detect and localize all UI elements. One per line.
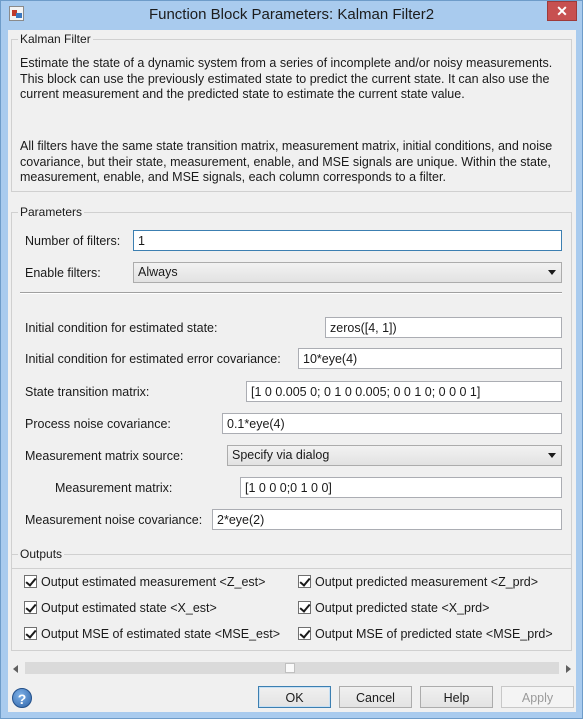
meas-noise-field[interactable]	[212, 509, 562, 530]
initial-error-cov-field[interactable]	[298, 348, 562, 369]
enable-filters-value: Always	[138, 265, 178, 279]
help-icon[interactable]: ?	[12, 688, 32, 708]
meas-matrix-source-dropdown[interactable]	[227, 445, 562, 466]
window-title: Function Block Parameters: Kalman Filter2	[148, 6, 435, 23]
number-of-filters-field[interactable]	[133, 230, 562, 251]
output-z-est-label[interactable]: Output estimated measurement <Z_est>	[41, 575, 266, 589]
title-bar[interactable]	[1, 1, 582, 29]
help-button[interactable]: Help	[420, 686, 493, 708]
apply-button[interactable]: Apply	[501, 686, 574, 708]
meas-noise-label: Measurement noise covariance:	[25, 513, 203, 527]
meas-matrix-label: Measurement matrix:	[55, 481, 173, 495]
description-paragraph-1: Estimate the state of a dynamic system from a series of incomplete and/or noisy measurements. This block can use the previously estimated state to predict the current state. It can also use the current measurement and the predicted state to estimate the current state value.	[20, 56, 553, 101]
output-z-prd-label[interactable]: Output predicted measurement <Z_prd>	[315, 575, 539, 589]
process-noise-field[interactable]	[222, 413, 562, 434]
meas-matrix-source-label: Measurement matrix source:	[25, 449, 184, 463]
scroll-right-icon[interactable]	[566, 665, 571, 673]
scrollbar-track[interactable]	[25, 662, 559, 674]
initial-state-label: Initial condition for estimated state:	[25, 321, 218, 335]
parameters-group-title: Parameters	[20, 205, 83, 219]
number-of-filters-label: Number of filters:	[25, 234, 121, 248]
chevron-down-icon	[548, 453, 556, 458]
state-transition-label: State transition matrix:	[25, 385, 150, 399]
scroll-left-icon[interactable]	[13, 665, 18, 673]
initial-error-cov-label: Initial condition for estimated error covariance:	[25, 352, 281, 366]
output-mse-prd-checkbox[interactable]	[298, 627, 311, 640]
close-button[interactable]: ✕	[547, 1, 577, 21]
initial-state-field[interactable]	[325, 317, 562, 338]
meas-matrix-source-value: Specify via dialog	[232, 448, 330, 462]
outputs-group-title: Outputs	[20, 547, 63, 561]
ok-button[interactable]: OK	[258, 686, 331, 708]
meas-matrix-field[interactable]	[240, 477, 562, 498]
state-transition-field[interactable]	[246, 381, 562, 402]
output-x-est-checkbox[interactable]	[24, 601, 37, 614]
dialog-client	[8, 30, 576, 712]
process-noise-label: Process noise covariance:	[25, 417, 171, 431]
output-z-prd-checkbox[interactable]	[298, 575, 311, 588]
output-z-est-checkbox[interactable]	[24, 575, 37, 588]
horizontal-scrollbar[interactable]	[8, 660, 576, 677]
description-paragraph-2: All filters have the same state transition matrix, measurement matrix, initial conditions, and noise covariance, but their state, measurement, enable, and MSE signals are unique. Within the state, measurement, enable, and MSE signals, each column corresponds to a filter.	[20, 139, 553, 184]
chevron-down-icon	[548, 270, 556, 275]
enable-filters-label: Enable filters:	[25, 266, 101, 280]
output-x-prd-checkbox[interactable]	[298, 601, 311, 614]
scrollbar-thumb[interactable]	[285, 663, 295, 673]
cancel-button[interactable]: Cancel	[339, 686, 412, 708]
output-mse-est-label[interactable]: Output MSE of estimated state <MSE_est>	[41, 627, 281, 641]
output-mse-est-checkbox[interactable]	[24, 627, 37, 640]
output-x-est-label[interactable]: Output estimated state <X_est>	[41, 601, 217, 615]
output-x-prd-label[interactable]: Output predicted state <X_prd>	[315, 601, 490, 615]
enable-filters-dropdown[interactable]	[133, 262, 562, 283]
output-mse-prd-label[interactable]: Output MSE of predicted state <MSE_prd>	[315, 627, 553, 641]
description-group-title: Kalman Filter	[20, 32, 91, 46]
parameters-divider	[20, 292, 562, 294]
